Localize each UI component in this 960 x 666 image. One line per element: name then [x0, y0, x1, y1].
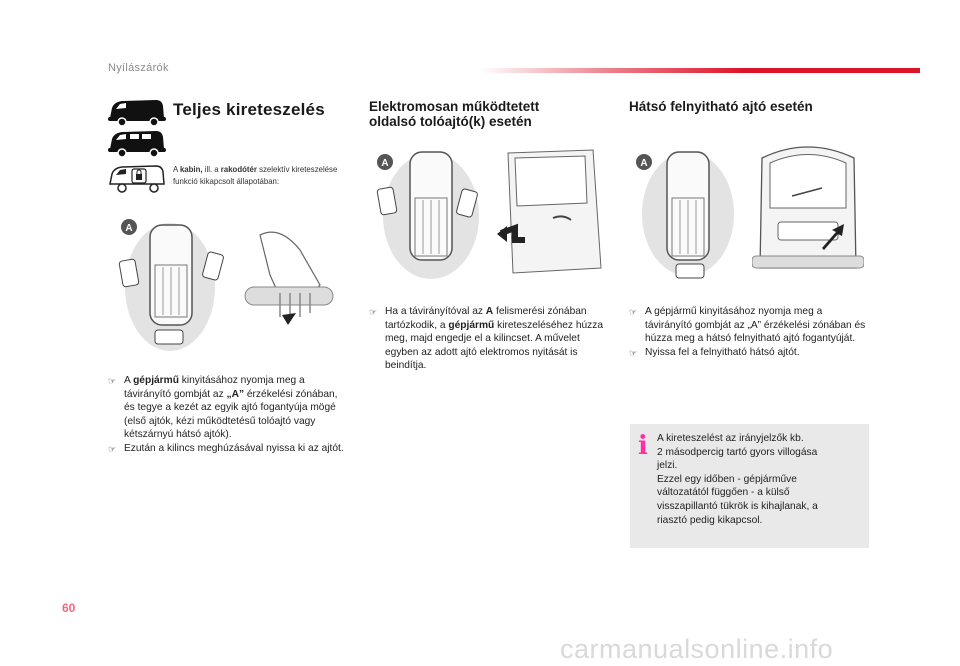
list-item: ☞ A gépjármű kinyitásához nyomja meg a távirányító gombját az „A” érzékelési zónában és húzza meg a hátsó felnyitható ajtó fogantyúját. [629, 306, 866, 345]
bullet-arrow-icon: ☞ [629, 347, 638, 358]
list-item: ☞ A gépjármű kinyitásához nyomja meg a távirányító gombját az „A” érzékelési zónában, és tegye a kezét az egyik ajtó fogantyúja mögé (első ajtók, kézi működtetésű tolóajtó vagy kétszárnyú hátsó ajtók). [108, 375, 338, 441]
bullet-arrow-icon: ☞ [369, 307, 378, 317]
bullet-arrow-icon: ☞ [108, 443, 117, 454]
col2-title: Elektromosan működtetett oldalsó tolóajtó(k) esetén [369, 99, 540, 129]
info-text: A kireteszelést az irányjelzők kb. 2 másodpercig tartó gyors villogása jelzi. Ezzel egy időben - gépjárműve változatától függően - a külső visszapillantó tükrök is kihajlanak, a riasztó pedig kikapcsol. [657, 433, 818, 526]
detection-zone-diagram [115, 215, 230, 355]
detection-zone-diagram [632, 148, 742, 283]
col2-bullet-list [369, 305, 610, 373]
list-item: ☞ Ezután a kilincs meghúzásával nyissa ki az ajtót. [108, 442, 348, 457]
svg-text:A: A [381, 158, 389, 169]
svg-text:A: A [125, 223, 133, 234]
col3-title: Hátsó felnyitható ajtó esetén [629, 99, 813, 114]
watermark: carmanualsonline.info [560, 634, 834, 664]
detection-zone-diagram [373, 148, 483, 283]
col3-bullet-list [629, 305, 869, 360]
list-item: ☞ Nyissa fel a felnyitható hátsó ajtót. [629, 346, 869, 361]
list-item: ☞ Ha a távirányítóval az A felismerési zónában tartózkodik, a gépjármű kireteszeléséhez húzza meg, majd engedje el a kilincset. A művelet egyben az adott ajtó elektromos nyitását is beindítja. [369, 306, 604, 372]
sliding-door-icon [493, 148, 606, 278]
col1-title: Teljes kireteszelés [173, 100, 325, 119]
hand-on-handle-icon [240, 225, 335, 335]
rear-hatch-icon [752, 138, 864, 283]
svg-text:A: A [640, 158, 648, 169]
van-icon [106, 98, 168, 128]
col1-bullet-list [108, 374, 348, 457]
col1-note: A kabin, ill. a rakodótér szelektív kireteszelése funkció kikapcsolt állapotában: [173, 164, 338, 186]
bullet-arrow-icon: ☞ [108, 376, 117, 386]
page-number: 60 [62, 601, 76, 615]
bullet-arrow-icon: ☞ [629, 307, 638, 317]
passenger-van-icon [106, 129, 168, 159]
info-icon: i [638, 431, 648, 461]
section-label: Nyílászárók [108, 62, 169, 74]
header-accent-rule [480, 68, 920, 73]
van-cargo-lock-icon [106, 164, 168, 194]
